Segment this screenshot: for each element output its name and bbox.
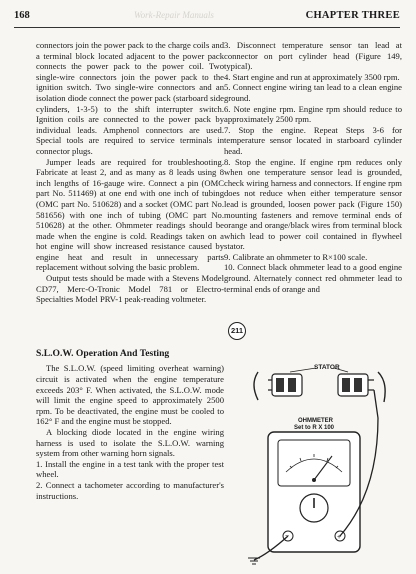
procedure-step: 3. Disconnect temperature sensor tan lead at connector on port cylinder head (Figure 149, typical).	[224, 40, 402, 72]
chapter-title: CHAPTER THREE	[305, 10, 400, 21]
procedure-step: 10. Connect black ohmmeter lead to a good engine ground. Alternately connect red ohmmeter lead to terminal ends of orange and	[224, 262, 402, 294]
procedure-step: 7. Stop the engine. Repeat Steps 3-6 for temperature sensor located in starboard cylinder head.	[224, 124, 402, 156]
ground-symbol	[248, 558, 260, 564]
section-paragraph: The S.L.O.W. (speed limiting overheat warning) circuit is activated when the engine temperature exceeds 203° F. When activated, the S.L.O.W. mode will limit the engine speed to approximately 2500 rpm. To be deactivated, the engine must be cooled to 162° F and the engine must be stopped.	[36, 363, 224, 427]
procedure-step: 9. Calibrate an ohmmeter to R×100 scale.	[224, 251, 368, 262]
left-column	[36, 40, 224, 501]
body-paragraph: Output tests should be made with a Stevens Model CD77, Merc-O-Tronic Model 781 or Electro-Specialties Model PRV-1 peak-reading voltmeter.	[36, 273, 224, 305]
procedure-step: 5. Connect engine wiring tan lead to a clean engine ground.	[224, 82, 402, 103]
body-paragraph: connectors join the power pack to the charge coils and a terminal block located adjacent to the power pack connects the power pack to the power coil. Two single-wire connectors join the power pack to the ignition switch. Two single-wire connectors and an isolation diode connect the power pack (starboard side cylinders, 1-3-5) to the shift interrupter switch. Ignition coils are connected to the power pack by individual leads. Amphenol connectors are used. Special tools are required to service terminals in connector plugs.	[36, 40, 224, 156]
procedure-step: 2. Connect a tachometer according to manufacturer's instructions.	[36, 479, 224, 501]
procedure-step: 8. Stop the engine. If engine rpm reduces only when one temperature sensor lead is grounded, check wiring harness and connectors. If engine rpm does not reduce when either temperature sensor lead is grounded, loosen power pack (Figure 150) mounting fasteners and remove terminal ends of orange and orange/black wires from terminal block which lead to power coil contained in flywheel stator.	[224, 156, 402, 252]
stator-label: STATOR	[314, 364, 340, 371]
spacer	[36, 305, 224, 335]
page-number: 168	[14, 10, 30, 21]
page-header	[14, 8, 400, 30]
ohmmeter-label: OHMMETER	[298, 418, 333, 424]
procedure-step: 1. Install the engine in a test tank with the proper test wheel.	[36, 458, 224, 480]
right-column	[224, 40, 402, 294]
watermark: Work-Repair Manuals	[134, 10, 214, 20]
svg-text:−: −	[285, 533, 290, 540]
stator-connector	[254, 372, 302, 400]
ohmmeter-diagram	[228, 322, 404, 566]
section-paragraph: A blocking diode located in the engine wiring harness is used to isolate the S.L.O.W. warning system from other warning horn signals.	[36, 427, 224, 459]
figure-number-badge: 211	[228, 322, 246, 340]
procedure-step: 4. Start engine and run at approximately 3500 rpm.	[224, 71, 400, 82]
section-heading: S.L.O.W. Operation And Testing	[36, 347, 170, 359]
ohmmeter-scale-label: Set to R X 100	[294, 425, 335, 431]
ohmmeter	[268, 432, 360, 552]
svg-text:+: +	[337, 534, 342, 541]
figure-211	[228, 322, 404, 566]
power-pack-connector	[338, 372, 385, 402]
header-rule	[14, 27, 400, 28]
body-paragraph: Jumper leads are required for troubleshooting. Fabricate at least 2, and as many as 8 leads using 8 inch lengths of 16-gauge wire. Connect a pin (OMC part No. 511469) at one end with one inch of tubing (OMC part No. 510628) and a socket (OMC part No. 581656) with one inch of tubing (OMC part No. 510628) at the other. Ohmmeter readings should be made when the engine is cold. Readings taken on a hot engine will show increased resistance caused by engine heat and result in unnecessary parts replacement without solving the basic problem.	[36, 156, 224, 273]
procedure-step: 6. Note engine rpm. Engine rpm should reduce to approximately 2500 rpm.	[224, 103, 402, 125]
